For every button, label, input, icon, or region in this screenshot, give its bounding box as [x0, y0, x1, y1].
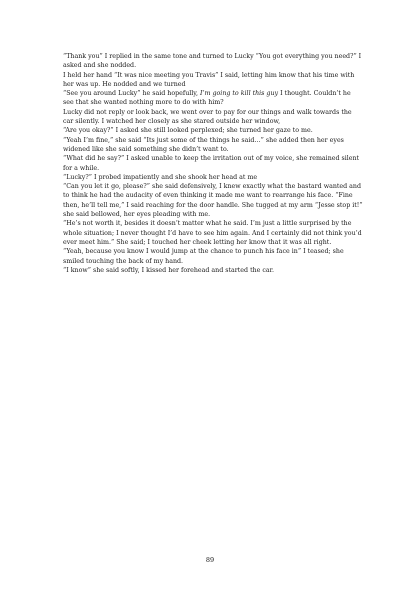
paragraph: “Yeah, because you know I would jump at the chance to punch his face in” I teased; she smiled touching the back of my hand.: [63, 248, 344, 265]
paragraph-text: “See you around Lucky” he said hopefully,: [63, 90, 201, 98]
paragraph-text: I thought. Couldn’t he see that she wanted nothing more to do with him?: [63, 90, 351, 107]
paragraph: [63, 89, 363, 108]
page-number: 89: [205, 556, 215, 564]
paragraph: “Yeah I’m fine,” she said “Its just some of the things he said…” she added then her eyes widened like she said something she didn’t want to.: [63, 136, 344, 153]
paragraph: I held her hand “It was nice meeting you Travis” I said, letting him know that his time with her was up. He nodded and we turned: [63, 71, 355, 88]
paragraph: Lucky did not reply or look back, we went over to pay for our things and walk towards the car silently. I watched her closely as she stared outside her window,: [63, 108, 352, 126]
paragraph: “Thank you” I replied in the same tone and turned to Lucky “You got everything you need?” I asked and she nodded.: [63, 53, 362, 70]
paragraph: “What did he say?” I asked unable to keep the irritation out of my voice, she remained silent for a while.: [63, 155, 360, 172]
italic-thought: I’m going to kill this guy: [200, 90, 279, 98]
paragraph: “He’s not worth it, besides it doesn’t matter what he said. I’m just a little surprised by the whole situation; I never thought I’d have to see him again. And I certainly did not think you’d ever meet him.” She said; I touched her cheek letting her know that it was all right.: [63, 220, 362, 246]
paragraph: “Lucky?” I probed impatiently and she shook her head at me: [63, 173, 258, 181]
paragraph: “I know” she said softly, I kissed her forehead and started the car.: [63, 266, 274, 274]
paragraph: “Can you let it go, please?” she said defensively, I knew exactly what the bastard wanted and to think he had the audacity of even thinking it made me want to rearrange his face. “Fine then, he’ll tell me,” I said reaching for the door handle. She tugged at my arm “Jesse stop it!” she said bellowed, her eyes pleading with me.: [63, 183, 363, 219]
paragraph: “Are you okay?” I asked she still looked perplexed; she turned her gaze to me.: [63, 127, 313, 135]
body-text: [63, 52, 363, 275]
